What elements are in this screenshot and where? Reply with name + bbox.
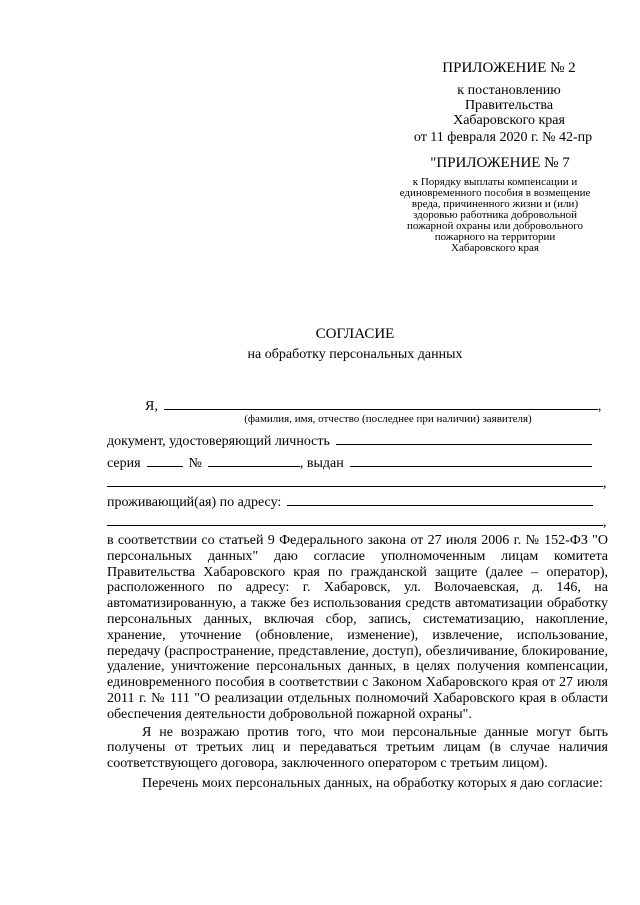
appendix-2-line-3: Хабаровского края (453, 113, 565, 128)
appendix-2-title: ПРИЛОЖЕНИЕ № 2 (442, 60, 576, 76)
series-field[interactable] (147, 453, 183, 467)
identity-document-row (107, 431, 592, 450)
address-comma: , (603, 515, 607, 530)
i-label: Я, (145, 399, 158, 414)
consent-paragraph-3: Перечень моих персональных данных, на обработку которых я даю согласие: (142, 775, 603, 791)
name-comma: , (597, 399, 602, 414)
document-title: СОГЛАСИЕ (315, 326, 395, 342)
address-label: проживающий(ая) по адресу: (107, 495, 282, 510)
consent-paragraph-1: в соответствии со статьей 9 Федерального закона от 27 июля 2006 г. № 152-ФЗ "О персональных данных" даю согласие уполномоченным лицам комитета Правительства Хабаровского края по гражданской защите (далее – оператор), расположенного по адресу: г. Хабаровск, ул. Волочаевская, д. 146, на автоматизированную, а также без использования средств автоматизации обработку персональных данных, включая сбор, запись, систематизацию, накопление, хранение, уточнение (обновление, изменение), извлечение, использование, передачу (распространение, представление, доступ), обезличивание, блокирование, удаление, уничтожение персональных данных, в целях получения компенсации, единовременного пособия в соответствии с Законом Хабаровского края от 27 июля 2011 г. № 111 "О реализации отдельных полномочий Хабаровского края в области обеспечения деятельности добровольной пожарной охраны". (107, 533, 608, 722)
document-series-row (107, 453, 592, 472)
number-field[interactable] (208, 453, 300, 467)
issued-comma: , (603, 476, 607, 491)
appendix-7-line-1: к Порядку выплаты компенсации и (412, 176, 578, 188)
address-field[interactable] (287, 492, 593, 506)
issued-continuation-row (107, 473, 607, 492)
appendix-7-line-2: единовременного пособия в возмещение (399, 187, 591, 199)
address-continuation-field[interactable] (107, 512, 603, 526)
address-row (107, 492, 593, 511)
appendix-2-line-1: к постановлению (457, 83, 561, 98)
appendix-7-line-7: Хабаровского края (451, 242, 539, 254)
appendix-7-line-5: пожарной охраны или добровольного (406, 220, 584, 232)
issued-label: , выдан (299, 456, 344, 471)
document-subtitle: на обработку персональных данных (247, 347, 463, 362)
appendix-7-line-6: пожарного на территории (434, 231, 556, 243)
consent-body (107, 533, 608, 792)
identity-document-field[interactable] (336, 431, 592, 445)
consent-paragraph-2: Я не возражаю против того, что мои персональные данные могут быть получены от третьих лиц и передаваться третьим лицам (в случае наличия соответствующего договора, заключенного оператором с третьим лицом). (107, 724, 608, 772)
issued-by-field[interactable] (350, 453, 592, 467)
issued-by-continuation-field[interactable] (107, 473, 603, 487)
appendix-7-title: "ПРИЛОЖЕНИЕ № 7 (430, 155, 570, 171)
appendix-2-line-2: Правительства (464, 98, 554, 113)
applicant-name-field[interactable] (164, 396, 598, 410)
appendix-7-line-3: вреда, причиненного жизни и (или) (411, 198, 579, 210)
address-continuation-row (107, 512, 607, 531)
number-label: № (188, 456, 202, 471)
series-label: серия (107, 456, 141, 471)
name-field-hint: (фамилия, имя, отчество (последнее при наличии) заявителя) (244, 413, 532, 425)
appendix-7-line-4: здоровью работника добровольной (412, 209, 578, 221)
appendix-2-decree-date: от 11 февраля 2020 г. № 42-пр (413, 130, 593, 145)
identity-document-label: документ, удостоверяющий личность (107, 434, 330, 449)
